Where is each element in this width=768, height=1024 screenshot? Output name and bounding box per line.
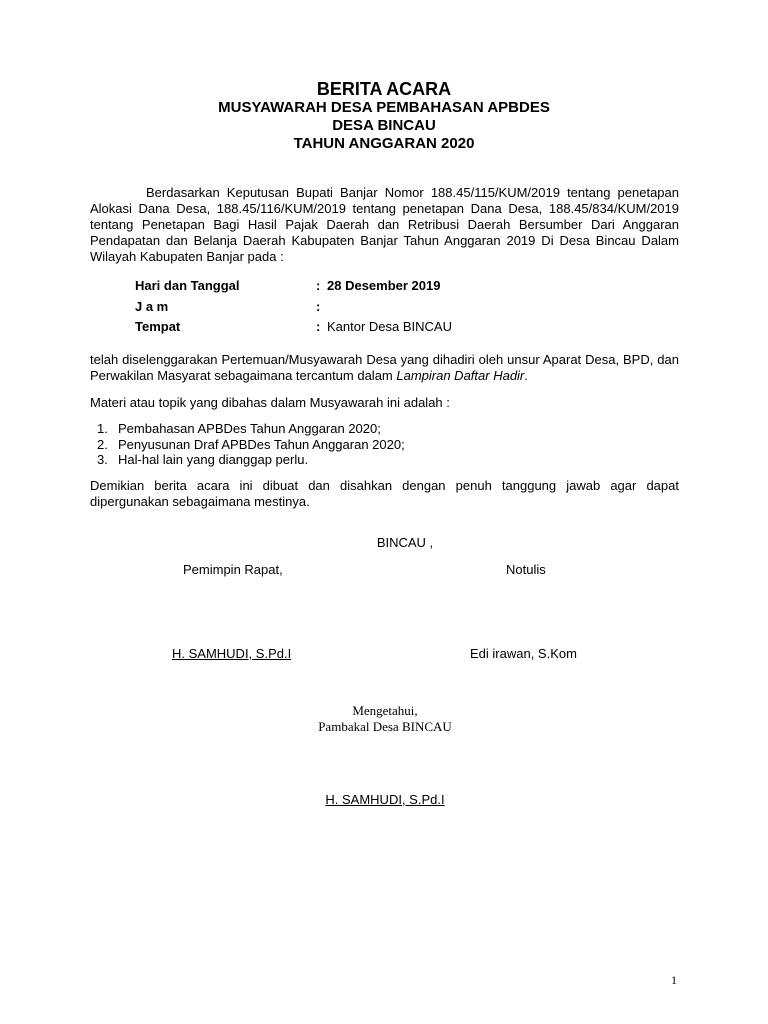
- leader-label: Pemimpin Rapat,: [183, 562, 283, 577]
- acknowledgement-block: [260, 703, 510, 735]
- title-desa: DESA BINCAU: [332, 117, 436, 134]
- info-row-place: [135, 317, 655, 338]
- date-colon: :: [316, 278, 321, 293]
- topics-intro: Materi atau topik yang dibahas dalam Musyawarah ini adalah :: [90, 395, 450, 410]
- title-musyawarah: MUSYAWARAH DESA PEMBAHASAN APBDES: [218, 99, 550, 116]
- date-value: 28 Desember 2019: [327, 278, 441, 293]
- attendance-text: telah diselenggarakan Pertemuan/Musyawarah Desa yang dihadiri oleh unsur Aparat Desa, BPD, dan Perwakilan Masyarat sebagaimana tercantum dalam: [90, 352, 679, 383]
- info-row-time: [135, 297, 655, 318]
- attendance-end: .: [524, 368, 528, 383]
- list-text: Hal-hal lain yang dianggap perlu.: [118, 452, 309, 467]
- intro-paragraph: Berdasarkan Keputusan Bupati Banjar Nomor 188.45/115/KUM/2019 tentang penetapan Alokasi Dana Desa, 188.45/116/KUM/2019 tentang penetapan Dana Desa, 188.45/834/KUM/2019 tentang Penetapan Bagi Hasil Pajak Daerah dan Retribusi Daerah Bersumber Dari Anggaran Pendapatan dan Belanja Daerah Kabupaten Banjar Tahun Anggaran 2019 Di Desa Bincau Dalam Wilayah Kabupaten Banjar pada :: [90, 185, 679, 264]
- list-number: 3.: [97, 452, 108, 467]
- list-number: 2.: [97, 436, 108, 452]
- list-item: [97, 437, 657, 453]
- signature-place: BINCAU ,: [376, 535, 434, 550]
- info-row-date: [135, 276, 655, 297]
- list-text: Pembahasan APBDes Tahun Anggaran 2020;: [118, 421, 381, 436]
- place-label: Tempat: [135, 319, 181, 334]
- acknowledged-label: Mengetahui,: [352, 703, 418, 718]
- topics-list: [97, 421, 657, 468]
- list-number: 1.: [97, 421, 108, 436]
- time-colon: :: [316, 298, 321, 314]
- village-head-label: Pambakal Desa BINCAU: [318, 719, 452, 734]
- closing-paragraph: Demikian berita acara ini dibuat dan disahkan dengan penuh tanggung jawab agar dapat dipergunakan sebagaimana mestinya.: [90, 478, 679, 509]
- page-number: 1: [671, 973, 677, 987]
- list-item: [97, 452, 657, 468]
- attendance-italic: Lampiran Daftar Hadir: [396, 368, 525, 383]
- time-label: J a m: [135, 298, 169, 314]
- attendance-paragraph: [90, 352, 679, 384]
- place-value: Kantor Desa BINCAU: [327, 319, 452, 334]
- meeting-info: [135, 276, 655, 338]
- leader-name: H. SAMHUDI, S.Pd.I: [172, 646, 292, 661]
- notulis-label: Notulis: [506, 562, 546, 577]
- document-title: [0, 79, 768, 153]
- notulis-name: Edi irawan, S.Kom: [470, 646, 577, 661]
- date-label: Hari dan Tanggal: [135, 278, 240, 293]
- place-colon: :: [316, 319, 321, 334]
- title-berita-acara: BERITA ACARA: [316, 79, 452, 99]
- list-item: [97, 421, 657, 437]
- title-tahun: TAHUN ANGGARAN 2020: [293, 135, 475, 152]
- list-text: Penyusunan Draf APBDes Tahun Anggaran 2020;: [118, 436, 405, 452]
- village-head-name: H. SAMHUDI, S.Pd.I: [325, 792, 445, 807]
